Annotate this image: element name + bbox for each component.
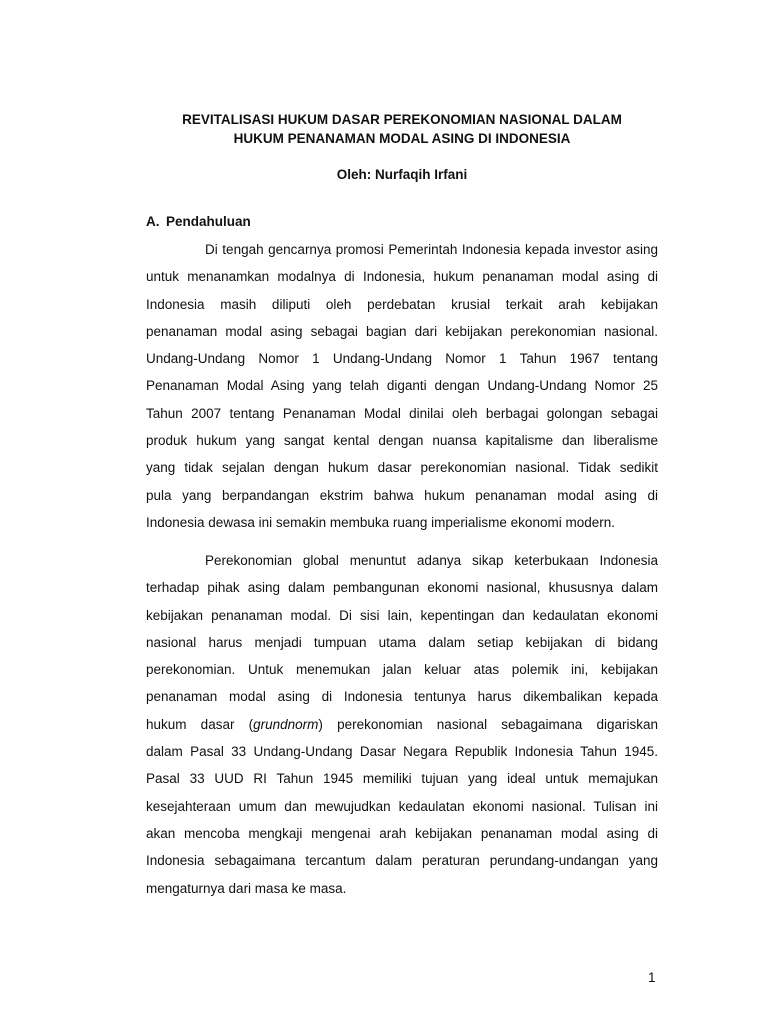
paragraph-line: Pasal 33 UUD RI Tahun 1945 memiliki tujuan yang ideal untuk memajukan (146, 771, 658, 787)
author-byline: Oleh: Nurfaqih Irfani (336, 167, 468, 182)
paragraph-line: Indonesia masih diliputi oleh perdebatan krusial terkait arah kebijakan (146, 296, 658, 312)
paragraph-line: Perekonomian global menuntut adanya sikap keterbukaan Indonesia (205, 553, 658, 568)
paragraph-line: penanaman modal asing sebagai bagian dari kebijakan perekonomian nasional. (146, 323, 658, 339)
paragraph-line-with-italic (146, 711, 658, 738)
paragraph-line: Tahun 2007 tentang Penanaman Modal dinilai oleh berbagai golongan sebagai (146, 405, 658, 421)
paragraph-2 (146, 547, 658, 902)
paragraph-line: Penanaman Modal Asing yang telah diganti dengan Undang-Undang Nomor 25 (146, 378, 658, 394)
paragraph-line: Indonesia sebagaimana tercantum dalam peraturan perundang-undangan yang (146, 853, 658, 869)
section-title: Pendahuluan (166, 214, 251, 229)
paragraph-line: yang tidak sejalan dengan hukum dasar perekonomian nasional. Tidak sedikit (146, 460, 658, 476)
page-number: 1 (648, 970, 656, 985)
paragraph-line: terhadap pihak asing dalam pembangunan ekonomi nasional, khususnya dalam (146, 580, 658, 596)
paragraph-line: penanaman modal asing di Indonesia tentunya harus dikembalikan kepada (146, 689, 658, 705)
paragraph-line: kebijakan penanaman modal. Di sisi lain, kepentingan dan kedaulatan ekonomi (146, 607, 658, 623)
paragraph-line: Di tengah gencarnya promosi Pemerintah Indonesia kepada investor asing (205, 242, 658, 257)
section-number: A. (146, 214, 160, 229)
paragraph-line: nasional harus menjadi tumpuan utama dalam setiap kebijakan di bidang (146, 634, 658, 650)
document-title (146, 110, 658, 148)
paragraph-line: Indonesia dewasa ini semakin membuka ruang imperialisme ekonomi modern. (146, 514, 615, 530)
paragraph-line: perekonomian. Untuk menemukan jalan keluar atas polemik ini, kebijakan (146, 662, 658, 678)
paragraph-line: produk hukum yang sangat kental dengan nuansa kapitalisme dan liberalisme (146, 433, 658, 449)
paragraph-line: untuk menanamkan modalnya di Indonesia, hukum penanaman modal asing di (146, 269, 658, 285)
title-line-1: REVITALISASI HUKUM DASAR PEREKONOMIAN NASIONAL DALAM (182, 112, 622, 127)
paragraph-line: Undang-Undang Nomor 1 Undang-Undang Nomor 1 Tahun 1967 tentang (146, 351, 658, 367)
paragraph-line: kesejahteraan umum dan mewujudkan kedaulatan ekonomi nasional. Tulisan ini (146, 798, 658, 814)
line-text-before: hukum dasar ( (146, 716, 254, 732)
line-text-after: ) perekonomian nasional sebagaimana digariskan (318, 716, 659, 732)
paragraph-line: pula yang berpandangan ekstrim bahwa hukum penanaman modal asing di (146, 487, 658, 503)
title-line-2: HUKUM PENANAMAN MODAL ASING DI INDONESIA (233, 131, 571, 146)
section-heading (146, 214, 251, 229)
paragraph-1 (146, 236, 658, 536)
paragraph-line: mengaturnya dari masa ke masa. (146, 880, 347, 896)
paragraph-line: dalam Pasal 33 Undang-Undang Dasar Negara Republik Indonesia Tahun 1945. (146, 744, 658, 760)
paragraph-line: akan mencoba mengkaji mengenai arah kebijakan penanaman modal asing di (146, 825, 658, 841)
italic-term: grundnorm (253, 716, 319, 732)
